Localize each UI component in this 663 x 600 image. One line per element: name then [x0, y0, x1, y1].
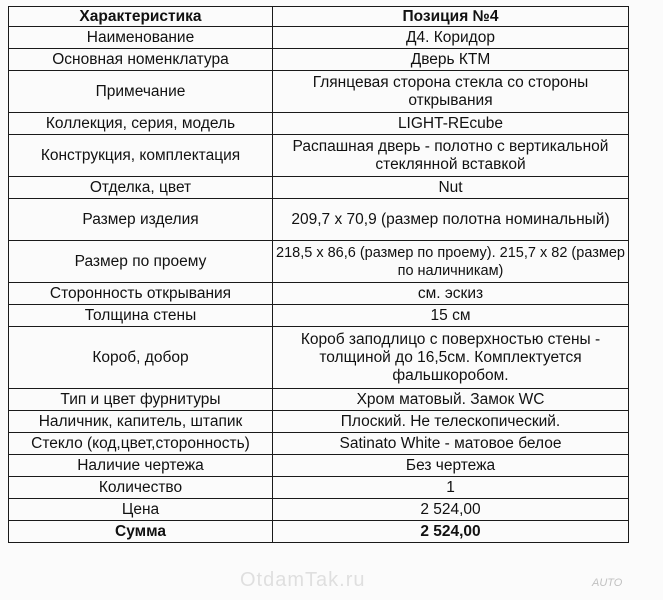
table-row: [9, 49, 629, 71]
table-row: [9, 283, 629, 305]
table-row: [9, 455, 629, 477]
row-value: Д4. Коридор: [273, 27, 629, 49]
row-value: Плоский. Не телескопический.: [273, 411, 629, 433]
total-label: Сумма: [9, 521, 273, 543]
table-row: [9, 113, 629, 135]
table-row: [9, 241, 629, 283]
table-row: [9, 389, 629, 411]
table-row: [9, 433, 629, 455]
corner-mark: AUTO: [592, 577, 623, 589]
row-value: Nut: [273, 177, 629, 199]
row-value: 218,5 x 86,6 (размер по проему). 215,7 x 82 (размер по наличникам): [273, 241, 629, 283]
row-label: Конструкция, комплектация: [9, 135, 273, 177]
table-row: [9, 199, 629, 241]
row-value: Короб заподлицо с поверхностью стены - толщиной до 16,5см. Комплектуется фальшкоробом.: [273, 327, 629, 389]
table-row: [9, 327, 629, 389]
row-label: Стекло (код,цвет,сторонность): [9, 433, 273, 455]
row-label: Размер изделия: [9, 199, 273, 241]
row-label: Примечание: [9, 71, 273, 113]
table-row: [9, 71, 629, 113]
row-value: Без чертежа: [273, 455, 629, 477]
watermark: OtdamTak.ru: [240, 569, 366, 591]
row-value: Дверь КТМ: [273, 49, 629, 71]
row-label: Количество: [9, 477, 273, 499]
row-label: Короб, добор: [9, 327, 273, 389]
row-value: 15 см: [273, 305, 629, 327]
row-label: Наименование: [9, 27, 273, 49]
row-value: Распашная дверь - полотно с вертикальной стеклянной вставкой: [273, 135, 629, 177]
table-row: [9, 477, 629, 499]
row-label: Отделка, цвет: [9, 177, 273, 199]
row-label: Размер по проему: [9, 241, 273, 283]
row-label: Наличие чертежа: [9, 455, 273, 477]
row-label: Сторонность открывания: [9, 283, 273, 305]
row-value: Satinato White - матовое белое: [273, 433, 629, 455]
row-label: Коллекция, серия, модель: [9, 113, 273, 135]
row-value: см. эскиз: [273, 283, 629, 305]
table-row: [9, 27, 629, 49]
row-value: 2 524,00: [273, 499, 629, 521]
table-row: [9, 305, 629, 327]
row-value: 1: [273, 477, 629, 499]
row-value: LIGHT-REcube: [273, 113, 629, 135]
table-header-row: [9, 7, 629, 27]
row-label: Наличник, капитель, штапик: [9, 411, 273, 433]
spec-table: [8, 6, 629, 543]
table-row: [9, 135, 629, 177]
row-label: Цена: [9, 499, 273, 521]
header-position: Позиция №4: [273, 7, 629, 27]
header-characteristic: Характеристика: [9, 7, 273, 27]
row-value: Хром матовый. Замок WC: [273, 389, 629, 411]
row-label: Толщина стены: [9, 305, 273, 327]
row-label: Основная номенклатура: [9, 49, 273, 71]
row-label: Тип и цвет фурнитуры: [9, 389, 273, 411]
total-value: 2 524,00: [273, 521, 629, 543]
row-value: Глянцевая сторона стекла со стороны открывания: [273, 71, 629, 113]
table-row: [9, 177, 629, 199]
table-row: [9, 411, 629, 433]
total-row: [9, 521, 629, 543]
table-row: [9, 499, 629, 521]
row-value: 209,7 x 70,9 (размер полотна номинальный): [273, 199, 629, 241]
